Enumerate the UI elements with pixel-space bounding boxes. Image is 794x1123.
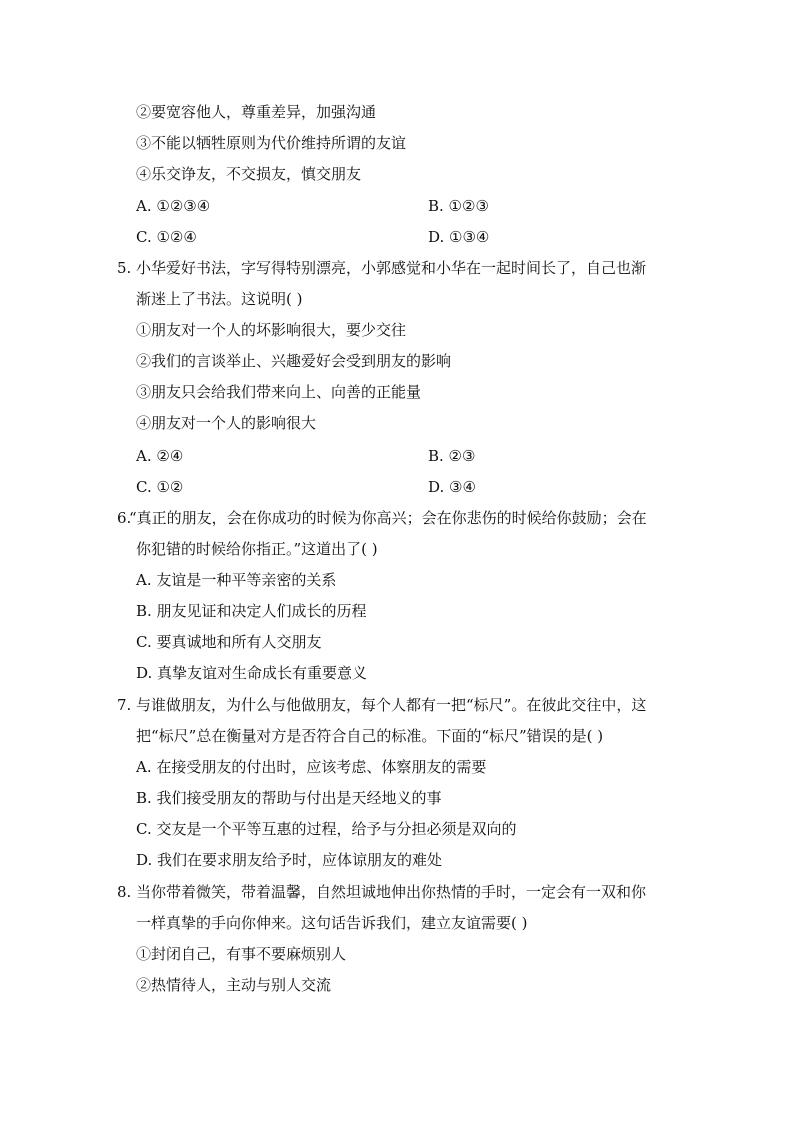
q5-option-d: D. ③④ <box>428 478 476 496</box>
q8-statement-2: ②热情待人，主动与别人交流 <box>136 976 332 994</box>
q5-option-b: B. ②③ <box>428 447 476 465</box>
q4-option-d: D. ①③④ <box>428 228 490 246</box>
q5-number: 5. <box>117 259 132 277</box>
q6-number: 6. <box>117 509 132 527</box>
q6-option-a: A. 友谊是一种平等亲密的关系 <box>136 571 337 589</box>
q6-option-b: B. 朋友见证和决定人们成长的历程 <box>136 602 367 620</box>
q7-stem-line-2: 把“标尺”总在衡量对方是否符合自己的标准。下面的“标尺”错误的是( ) <box>136 727 604 745</box>
q5-statement-1: ①朋友对一个人的坏影响很大，要少交往 <box>136 321 407 339</box>
q5-option-c: C. ①② <box>136 478 184 496</box>
q5-stem-line-2: 渐迷上了书法。这说明( ) <box>136 290 303 308</box>
q6-option-d: D. 真挚友谊对生命成长有重要意义 <box>136 664 368 682</box>
q8-statement-1: ①封闭自己，有事不要麻烦别人 <box>136 945 347 963</box>
q4-statement-4: ④乐交诤友，不交损友，慎交朋友 <box>136 165 362 183</box>
q4-option-c: C. ①②④ <box>136 228 197 246</box>
q4-option-b: B. ①②③ <box>428 197 489 215</box>
q8-stem-line-2: 一样真挚的手向你伸来。这句话告诉我们，建立友谊需要( ) <box>136 914 528 932</box>
q8-stem-line-1: 当你带着微笑，带着温馨，自然坦诚地伸出你热情的手时，一定会有一双和你 <box>136 883 647 901</box>
q4-statement-2: ②要宽容他人，尊重差异，加强沟通 <box>136 103 377 121</box>
q5-stem-line-1: 小华爱好书法，字写得特别漂亮，小郭感觉和小华在一起时间长了，自己也渐 <box>136 259 647 277</box>
q4-statement-3: ③不能以牺牲原则为代价维持所谓的友谊 <box>136 134 407 152</box>
q5-statement-2: ②我们的言谈举止、兴趣爱好会受到朋友的影响 <box>136 352 452 370</box>
q8-number: 8. <box>117 883 132 901</box>
q7-number: 7. <box>117 696 132 714</box>
q5-statement-3: ③朋友只会给我们带来向上、向善的正能量 <box>136 383 422 401</box>
q5-option-a: A. ②④ <box>136 447 184 465</box>
q7-stem-line-1: 与谁做朋友，为什么与他做朋友，每个人都有一把“标尺”。在彼此交往中，这 <box>136 696 647 714</box>
q6-option-c: C. 要真诚地和所有人交朋友 <box>136 633 322 651</box>
q5-statement-4: ④朋友对一个人的影响很大 <box>136 414 317 432</box>
q7-option-c: C. 交友是一个平等互惠的过程，给予与分担必须是双向的 <box>136 820 517 838</box>
q7-option-d: D. 我们在要求朋友给予时，应体谅朋友的难处 <box>136 851 443 869</box>
q4-option-a: A. ①②③④ <box>136 197 211 215</box>
q7-option-a: A. 在接受朋友的付出时，应该考虑、体察朋友的需要 <box>136 758 487 776</box>
q6-stem-line-1: “真正的朋友，会在你成功的时候为你高兴；会在你悲伤的时候给你鼓励；会在 <box>129 509 647 527</box>
q6-stem-line-2: 你犯错的时候给你指正。”这道出了( ) <box>136 540 378 558</box>
q7-option-b: B. 我们接受朋友的帮助与付出是天经地义的事 <box>136 789 442 807</box>
